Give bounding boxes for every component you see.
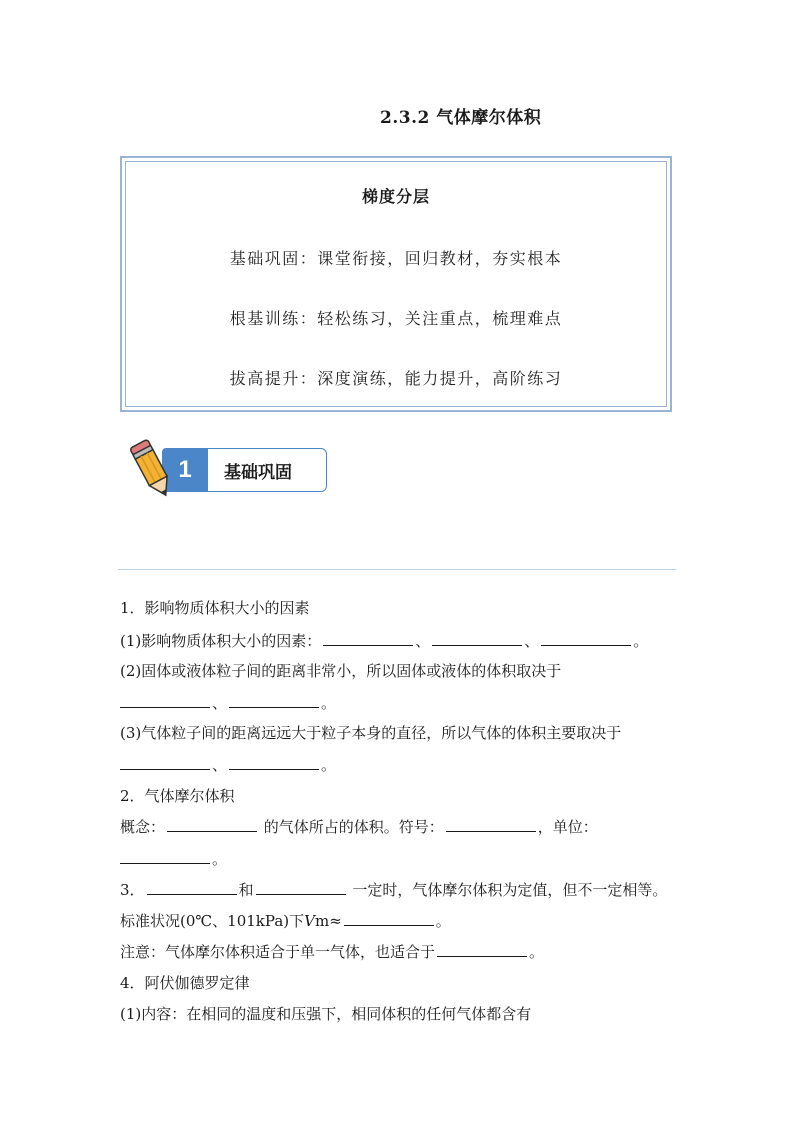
answer-blank[interactable] <box>432 631 522 646</box>
answer-blank[interactable] <box>120 849 210 864</box>
answer-blank[interactable] <box>229 693 319 708</box>
answer-blank[interactable] <box>256 880 346 895</box>
layer-line-advanced: 拔高提升：深度演练，能力提升，高阶练习 <box>229 369 563 388</box>
q3-and: 和 <box>238 881 254 899</box>
q2-unit-label: ，单位： <box>537 818 598 836</box>
section-number: 1 <box>162 448 208 492</box>
period: 。 <box>529 943 545 961</box>
q1-3-text: (3)气体粒子间的距离远远大于粒子本身的直径，所以气体的体积主要取决于 <box>120 724 622 742</box>
answer-blank[interactable] <box>229 755 319 770</box>
layer-box <box>120 156 672 412</box>
q4-1-text: (1)内容：在相同的温度和压强下，相同体积的任何气体都含有 <box>120 1005 532 1023</box>
pencil-icon <box>128 434 178 504</box>
q1-title: 1．影响物质体积大小的因素 <box>120 599 310 617</box>
q1-1-text: (1)影响物质体积大小的因素： <box>120 632 322 650</box>
q3-number: 3． <box>120 881 145 899</box>
q1-1-line <box>120 631 648 651</box>
q1-2-answers <box>120 693 336 713</box>
answer-blank[interactable] <box>541 631 631 646</box>
separator: 、 <box>415 632 431 650</box>
layer-box-heading: 梯度分层 <box>361 187 430 206</box>
period: 。 <box>435 912 451 930</box>
answer-blank[interactable] <box>167 817 257 832</box>
q3-note-text: 注意：气体摩尔体积适合于单一气体，也适合于 <box>120 943 436 961</box>
document-title: 2.3.2 气体摩尔体积 <box>380 108 542 128</box>
q3-m-symbol: m≈ <box>314 912 342 930</box>
q3-v-symbol: V <box>304 912 315 930</box>
answer-blank[interactable] <box>147 880 237 895</box>
q2-title: 2．气体摩尔体积 <box>120 787 235 805</box>
q1-2-text: (2)固体或液体粒子间的距离非常小，所以固体或液体的体积取决于 <box>120 662 562 680</box>
q3-standard-line <box>120 911 451 931</box>
q1-3-answers <box>120 755 336 775</box>
answer-blank[interactable] <box>344 911 434 926</box>
section-divider <box>118 569 676 570</box>
answer-blank[interactable] <box>437 942 527 957</box>
answer-blank[interactable] <box>446 817 536 832</box>
q4-title: 4．阿伏伽德罗定律 <box>120 974 250 992</box>
period: 。 <box>212 850 228 868</box>
q3-line <box>120 880 667 900</box>
q2-concept-label: 概念： <box>120 818 166 836</box>
answer-blank[interactable] <box>120 755 210 770</box>
q2-concept-text: 的气体所占的体积。符号： <box>259 818 444 836</box>
separator: 、 <box>524 632 540 650</box>
period: 。 <box>633 632 649 650</box>
q3-standard-text: 标准状况(0℃、101kPa)下 <box>120 912 305 930</box>
q2-concept-line <box>120 817 598 837</box>
layer-line-foundation: 根基训练：轻松练习，关注重点，梳理难点 <box>229 309 563 328</box>
layer-line-basic: 基础巩固：课堂衔接，回归教材，夯实根本 <box>229 249 563 268</box>
q3-note-line <box>120 942 544 962</box>
section-label: 基础巩固 <box>224 463 292 483</box>
period: 。 <box>321 756 337 774</box>
answer-blank[interactable] <box>120 693 210 708</box>
separator: 、 <box>212 694 228 712</box>
q3-text: 一定时，气体摩尔体积为定值，但不一定相等。 <box>347 881 668 899</box>
separator: 、 <box>212 756 228 774</box>
answer-blank[interactable] <box>323 631 413 646</box>
period: 。 <box>321 694 337 712</box>
q2-unit-answer <box>120 849 227 869</box>
